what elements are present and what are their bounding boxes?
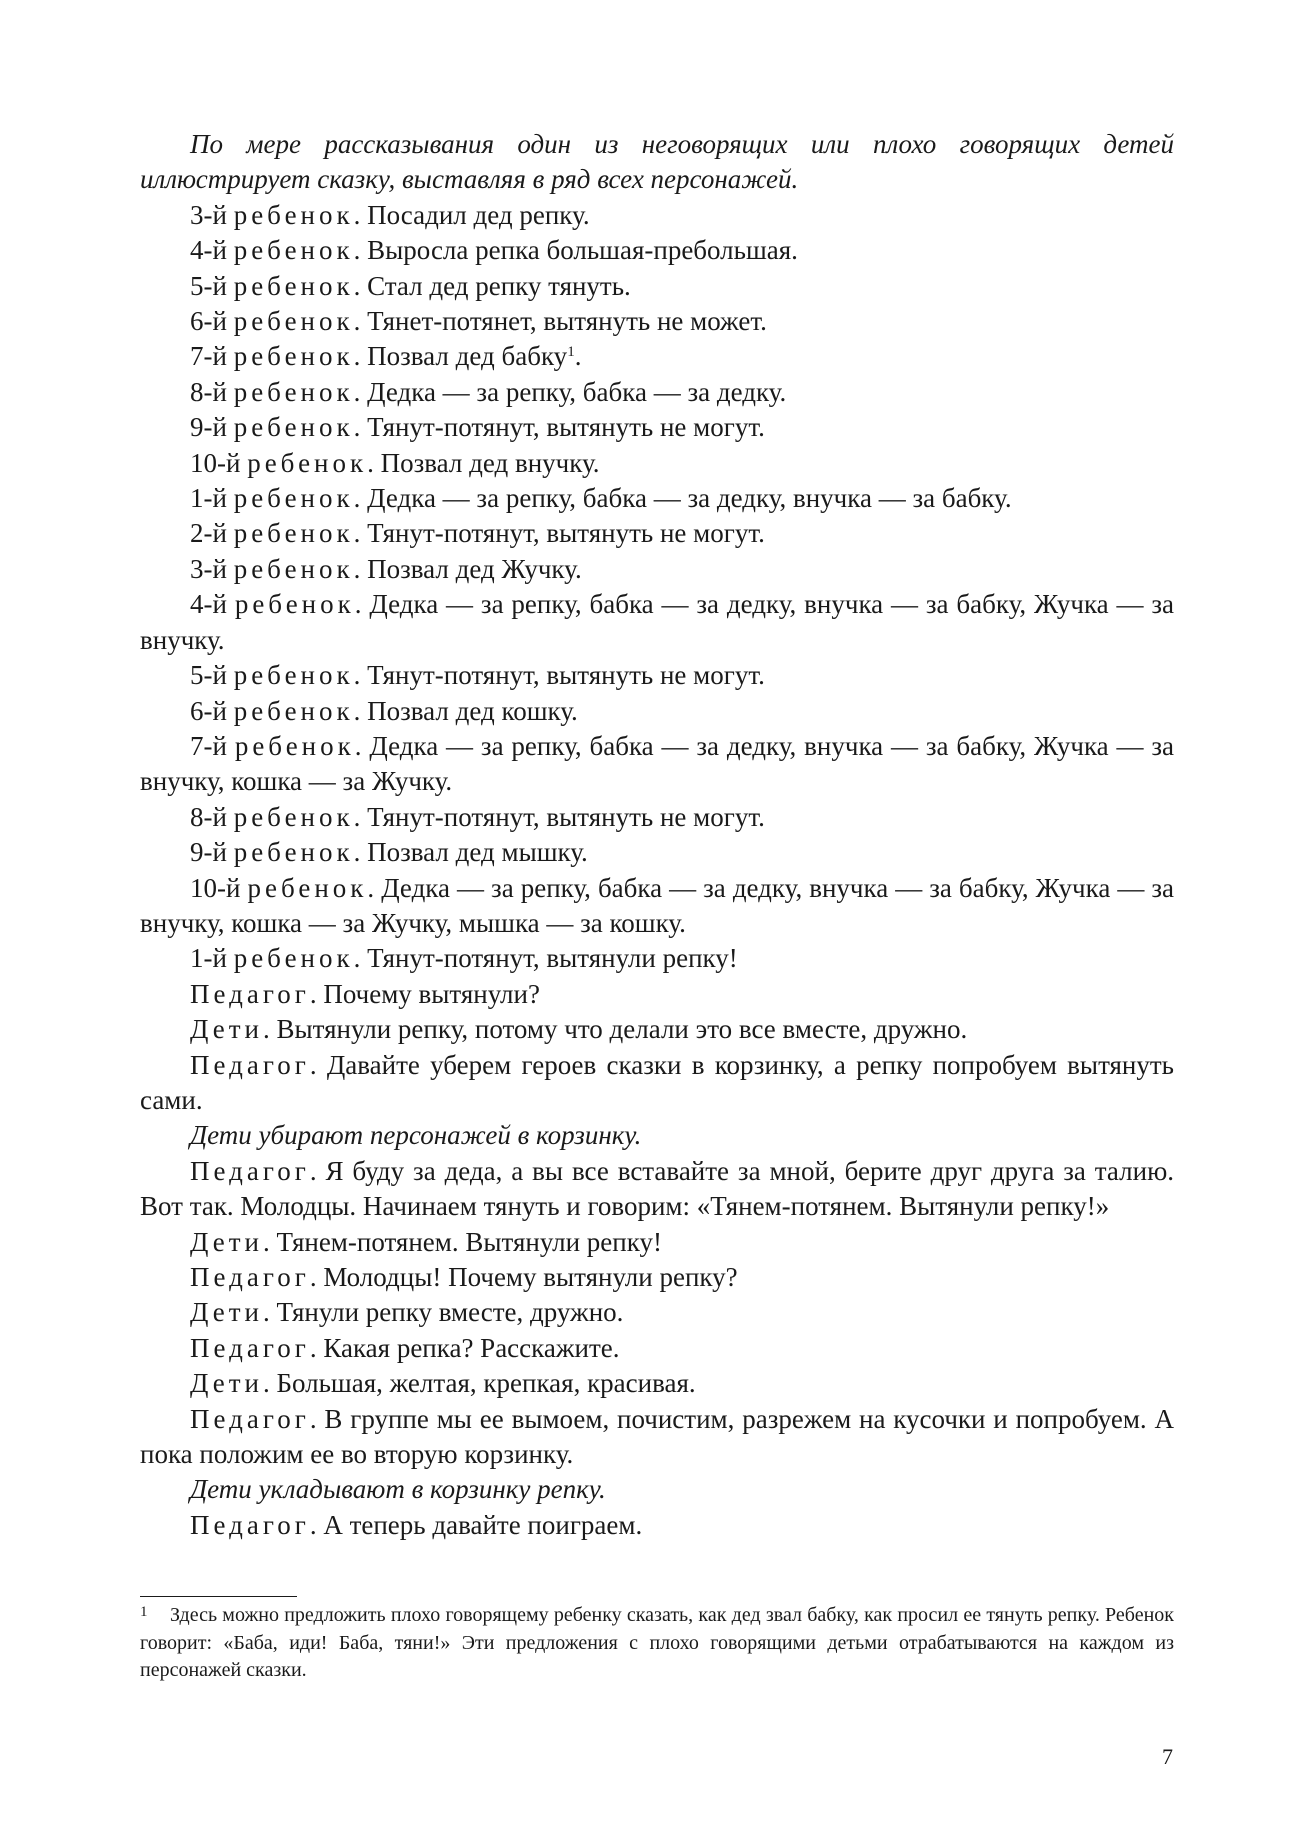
speech-text: Тянем-потянем. Вытянули репку! — [276, 1226, 662, 1257]
speaker-name: ребенок — [233, 943, 354, 974]
speech-text: Дедка — за репку, бабка — за дедку, внучка — за бабку, Жучка — за внучку, кошка — за Жучку, мышка — за кошку. — [140, 872, 1175, 938]
speech-text: Большая, желтая, крепкая, красивая. — [276, 1368, 696, 1399]
speaker-number: 1-й — [190, 483, 227, 514]
stage-direction — [140, 127, 1174, 198]
speech-text: Позвал дед бабку — [367, 341, 568, 372]
speaker-name: ребенок — [233, 306, 354, 337]
footnote-ref[interactable]: 1 — [567, 344, 575, 361]
speaker-number: 9-й — [190, 412, 227, 443]
speech-text: Посадил дед репку. — [367, 199, 590, 230]
speaker-name: Педагог — [190, 1262, 310, 1292]
speaker-name: ребенок — [247, 447, 368, 478]
speaker-name: ребенок — [234, 730, 355, 761]
speaker-number: 6-й — [190, 695, 227, 726]
speaker-name: Педагог — [190, 1332, 310, 1363]
speech-text: Позвал дед Жучку. — [367, 553, 582, 584]
stage-text: Дети убирают персонажей в корзинку. — [190, 1120, 642, 1151]
speaker-name: ребенок — [233, 376, 354, 407]
speaker-number: 9-й — [190, 837, 227, 868]
dialogue-line: 5-й ребенок. Стал дед репку тянуть. — [190, 270, 631, 301]
speaker-name: ребенок — [233, 270, 354, 301]
speaker-number: 10-й — [190, 447, 241, 478]
speech-text: Выросла репка большая-пребольшая. — [367, 235, 798, 266]
footnote-divider — [140, 1596, 297, 1597]
dialogue-line: Педагог. А теперь давайте поиграем. — [190, 1509, 643, 1540]
footnote-text: Здесь можно предложить плохо говорящему ребенку сказать, как дед звал бабку, как просил ее тянуть репку. Ребенок говорит: «Баба, иди! Баба, тяни!» Эти предложения с плохо говорящими детьми отрабатываются на каждом из персонажей сказки. — [140, 1604, 1174, 1681]
speech-text: Позвал дед кошку. — [367, 695, 578, 726]
speaker-number: 3-й — [190, 553, 227, 584]
dialogue-line: 10-й ребенок. Позвал дед внучку. — [190, 447, 600, 478]
dialogue-line: Дети. Вытянули репку, потому что делали это все вместе, дружно. — [190, 1014, 968, 1045]
speaker-number: 5-й — [190, 660, 227, 691]
speaker-name: ребенок — [233, 695, 354, 726]
dialogue-line: Педагог. Давайте уберем героев сказки в корзинку, а репку попробуем вытянуть сами. — [140, 1049, 1174, 1115]
dialogue-line: Педагог. В группе мы ее вымоем, почистим, разрежем на кусочки и попробуем. А пока положим ее во вторую корзинку. — [140, 1403, 1174, 1470]
page-number: 7 — [1162, 1744, 1173, 1769]
speaker-number: 10-й — [190, 872, 241, 903]
speech-text: Тянули репку вместе, дружно. — [276, 1297, 624, 1328]
dialogue-line: 7-й ребенок. Позвал дед бабку$^1$. — [190, 341, 582, 372]
speech-text: Почему вытянули? — [323, 978, 540, 1009]
speaker-name: ребенок — [233, 660, 354, 691]
dialogue-line: Педагог. Я буду за деда, а вы все вставайте за мной, берите друг друга за талию. Вот так. Молодцы. Начинаем тянуть и говорим: «Тянем-потянем. Вытянули репку!» — [140, 1155, 1174, 1222]
speaker-name: ребенок — [234, 589, 355, 620]
stage-text: По мере рассказывания один из неговорящих или плохо говорящих детей иллюстрирует сказку, выставляя в ряд всех персонажей. — [140, 129, 1174, 195]
speech-text: Какая репка? Расскажите. — [323, 1332, 620, 1363]
dialogue-line: 3-й ребенок. Посадил дед репку. — [190, 199, 590, 230]
speaker-name: Педагог — [190, 1403, 310, 1434]
speaker-name: ребенок — [233, 412, 354, 443]
dialogue-line: 3-й ребенок. Позвал дед Жучку. — [190, 553, 582, 584]
speaker-number: 4-й — [190, 235, 227, 266]
dialogue-line: Дети. Тянем-потянем. Вытянули репку! — [190, 1226, 662, 1257]
dialogue-line: 4-й ребенок. Выросла репка большая-пребольшая. — [190, 235, 798, 266]
speech-text: Тянет-потянет, вытянуть не может. — [367, 306, 767, 337]
speech-text: Тянут-потянут, вытянуть не могут. — [367, 660, 765, 691]
speech-text: Тянут-потянут, вытянуть не могут. — [367, 518, 765, 549]
dialogue-line: 10-й ребенок. Дедка — за репку, бабка — за дедку, внучка — за бабку, Жучка — за внучку, кошка — за Жучку, мышка — за кошку. — [140, 872, 1175, 938]
speech-text: Давайте уберем героев сказки в корзинку, а репку попробуем вытянуть сами. — [140, 1049, 1174, 1115]
speaker-number: 8-й — [190, 376, 227, 407]
dialogue-line: 8-й ребенок. Тянут-потянут, вытянуть не могут. — [190, 801, 765, 832]
dialogue-line: 9-й ребенок. Позвал дед мышку. — [190, 837, 588, 868]
trailing-punctuation: . — [574, 341, 582, 372]
speaker-number: 6-й — [190, 306, 227, 337]
speaker-name: ребенок — [233, 801, 354, 832]
speaker-number: 5-й — [190, 270, 227, 301]
speaker-name: ребенок — [233, 553, 354, 584]
speaker-name: Педагог — [190, 1155, 310, 1186]
dialogue-line: 6-й ребенок. Позвал дед кошку. — [190, 695, 578, 726]
speaker-name: ребенок — [233, 341, 354, 372]
stage-text: Дети укладывают в корзинку репку. — [190, 1474, 606, 1505]
speaker-number: 8-й — [190, 801, 227, 832]
dialogue-line: Педагог. Молодцы! Почему вытянули репку? — [190, 1262, 738, 1292]
speech-text: Дедка — за репку, бабка — за дедку, внучка — за бабку, Жучка — за внучку. — [140, 589, 1175, 655]
speech-text: Дедка — за репку, бабка — за дедку, внучка — за бабку. — [367, 483, 1012, 514]
document-body — [140, 127, 1174, 1543]
speaker-number: 3-й — [190, 199, 227, 230]
dialogue-line: 2-й ребенок. Тянут-потянут, вытянуть не могут. — [190, 518, 765, 549]
speech-text: Дедка — за репку, бабка — за дедку. — [367, 376, 787, 407]
speech-text: Позвал дед внучку. — [380, 447, 600, 478]
speaker-number: 4-й — [190, 589, 227, 620]
dialogue-line: Педагог. Какая репка? Расскажите. — [190, 1332, 620, 1363]
speech-text: Вытянули репку, потому что делали это все вместе, дружно. — [276, 1014, 968, 1045]
speaker-name: ребенок — [233, 235, 354, 266]
speech-text: Стал дед репку тянуть. — [367, 270, 631, 301]
speaker-name: Дети — [190, 1226, 263, 1257]
dialogue-line: Дети. Большая, желтая, крепкая, красивая. — [190, 1368, 696, 1399]
speaker-name: Педагог — [190, 1509, 310, 1540]
stage-direction — [140, 1472, 1174, 1507]
speaker-number: 7-й — [190, 730, 227, 761]
speaker-name: Дети — [190, 1368, 263, 1399]
speaker-name: ребенок — [233, 837, 354, 868]
dialogue-line: 5-й ребенок. Тянут-потянут, вытянуть не могут. — [190, 660, 765, 691]
dialogue-line: Дети. Тянули репку вместе, дружно. — [190, 1297, 624, 1328]
speaker-name: ребенок — [233, 483, 354, 514]
speaker-name: Дети — [190, 1297, 263, 1328]
speaker-name: Педагог — [190, 978, 310, 1009]
dialogue-line: 8-й ребенок. Дедка — за репку, бабка — за дедку. — [190, 376, 787, 407]
speech-text: Я буду за деда, а вы все вставайте за мной, берите друг друга за талию. Вот так. Молодцы. Начинаем тянуть и говорим: «Тянем-потянем. Вытянули репку!» — [140, 1155, 1174, 1222]
speaker-name: ребенок — [247, 872, 368, 903]
speech-text: В группе мы ее вымоем, почистим, разрежем на кусочки и попробуем. А пока положим ее во вторую корзинку. — [140, 1403, 1174, 1470]
dialogue-line: 1-й ребенок. Тянут-потянут, вытянули репку! — [190, 943, 738, 974]
speaker-name: Педагог — [190, 1049, 310, 1080]
dialogue-line: 6-й ребенок. Тянет-потянет, вытянуть не может. — [190, 306, 767, 337]
speaker-number: 7-й — [190, 341, 227, 372]
stage-direction — [140, 1118, 1174, 1153]
dialogue-line: 1-й ребенок. Дедка — за репку, бабка — за дедку, внучка — за бабку. — [190, 483, 1012, 514]
dialogue-line: 4-й ребенок. Дедка — за репку, бабка — за дедку, внучка — за бабку, Жучка — за внучку. — [140, 589, 1175, 655]
speaker-name: Дети — [190, 1014, 263, 1045]
speech-text: Дедка — за репку, бабка — за дедку, внучка — за бабку, Жучка — за внучку, кошка — за Жучку. — [140, 730, 1175, 797]
speaker-number: 1-й — [190, 943, 227, 974]
speaker-number: 2-й — [190, 518, 227, 549]
dialogue-line: 9-й ребенок. Тянут-потянут, вытянуть не могут. — [190, 412, 765, 443]
speech-text: А теперь давайте поиграем. — [323, 1509, 643, 1540]
speech-text: Тянут-потянут, вытянуть не могут. — [367, 412, 765, 443]
dialogue-line: 7-й ребенок. Дедка — за репку, бабка — за дедку, внучка — за бабку, Жучка — за внучку, кошка — за Жучку. — [140, 730, 1175, 797]
footnote: 1 Здесь можно предложить плохо говорящему ребенку сказать, как дед звал бабку, как просил ее тянуть репку. Ребенок говорит: «Баба, иди! Баба, тяни!» Эти предложения с плохо говорящими детьми отрабатываются на каждом из персонажей сказки. — [140, 1604, 1174, 1681]
dialogue-line: Педагог. Почему вытянули? — [190, 978, 540, 1009]
speaker-name: ребенок — [233, 518, 354, 549]
speech-text: Молодцы! Почему вытянули репку? — [323, 1262, 738, 1292]
speech-text: Позвал дед мышку. — [367, 837, 588, 868]
speech-text: Тянут-потянут, вытянуть не могут. — [367, 801, 765, 832]
speech-text: Тянут-потянут, вытянули репку! — [367, 943, 738, 974]
speaker-name: ребенок — [233, 199, 354, 230]
